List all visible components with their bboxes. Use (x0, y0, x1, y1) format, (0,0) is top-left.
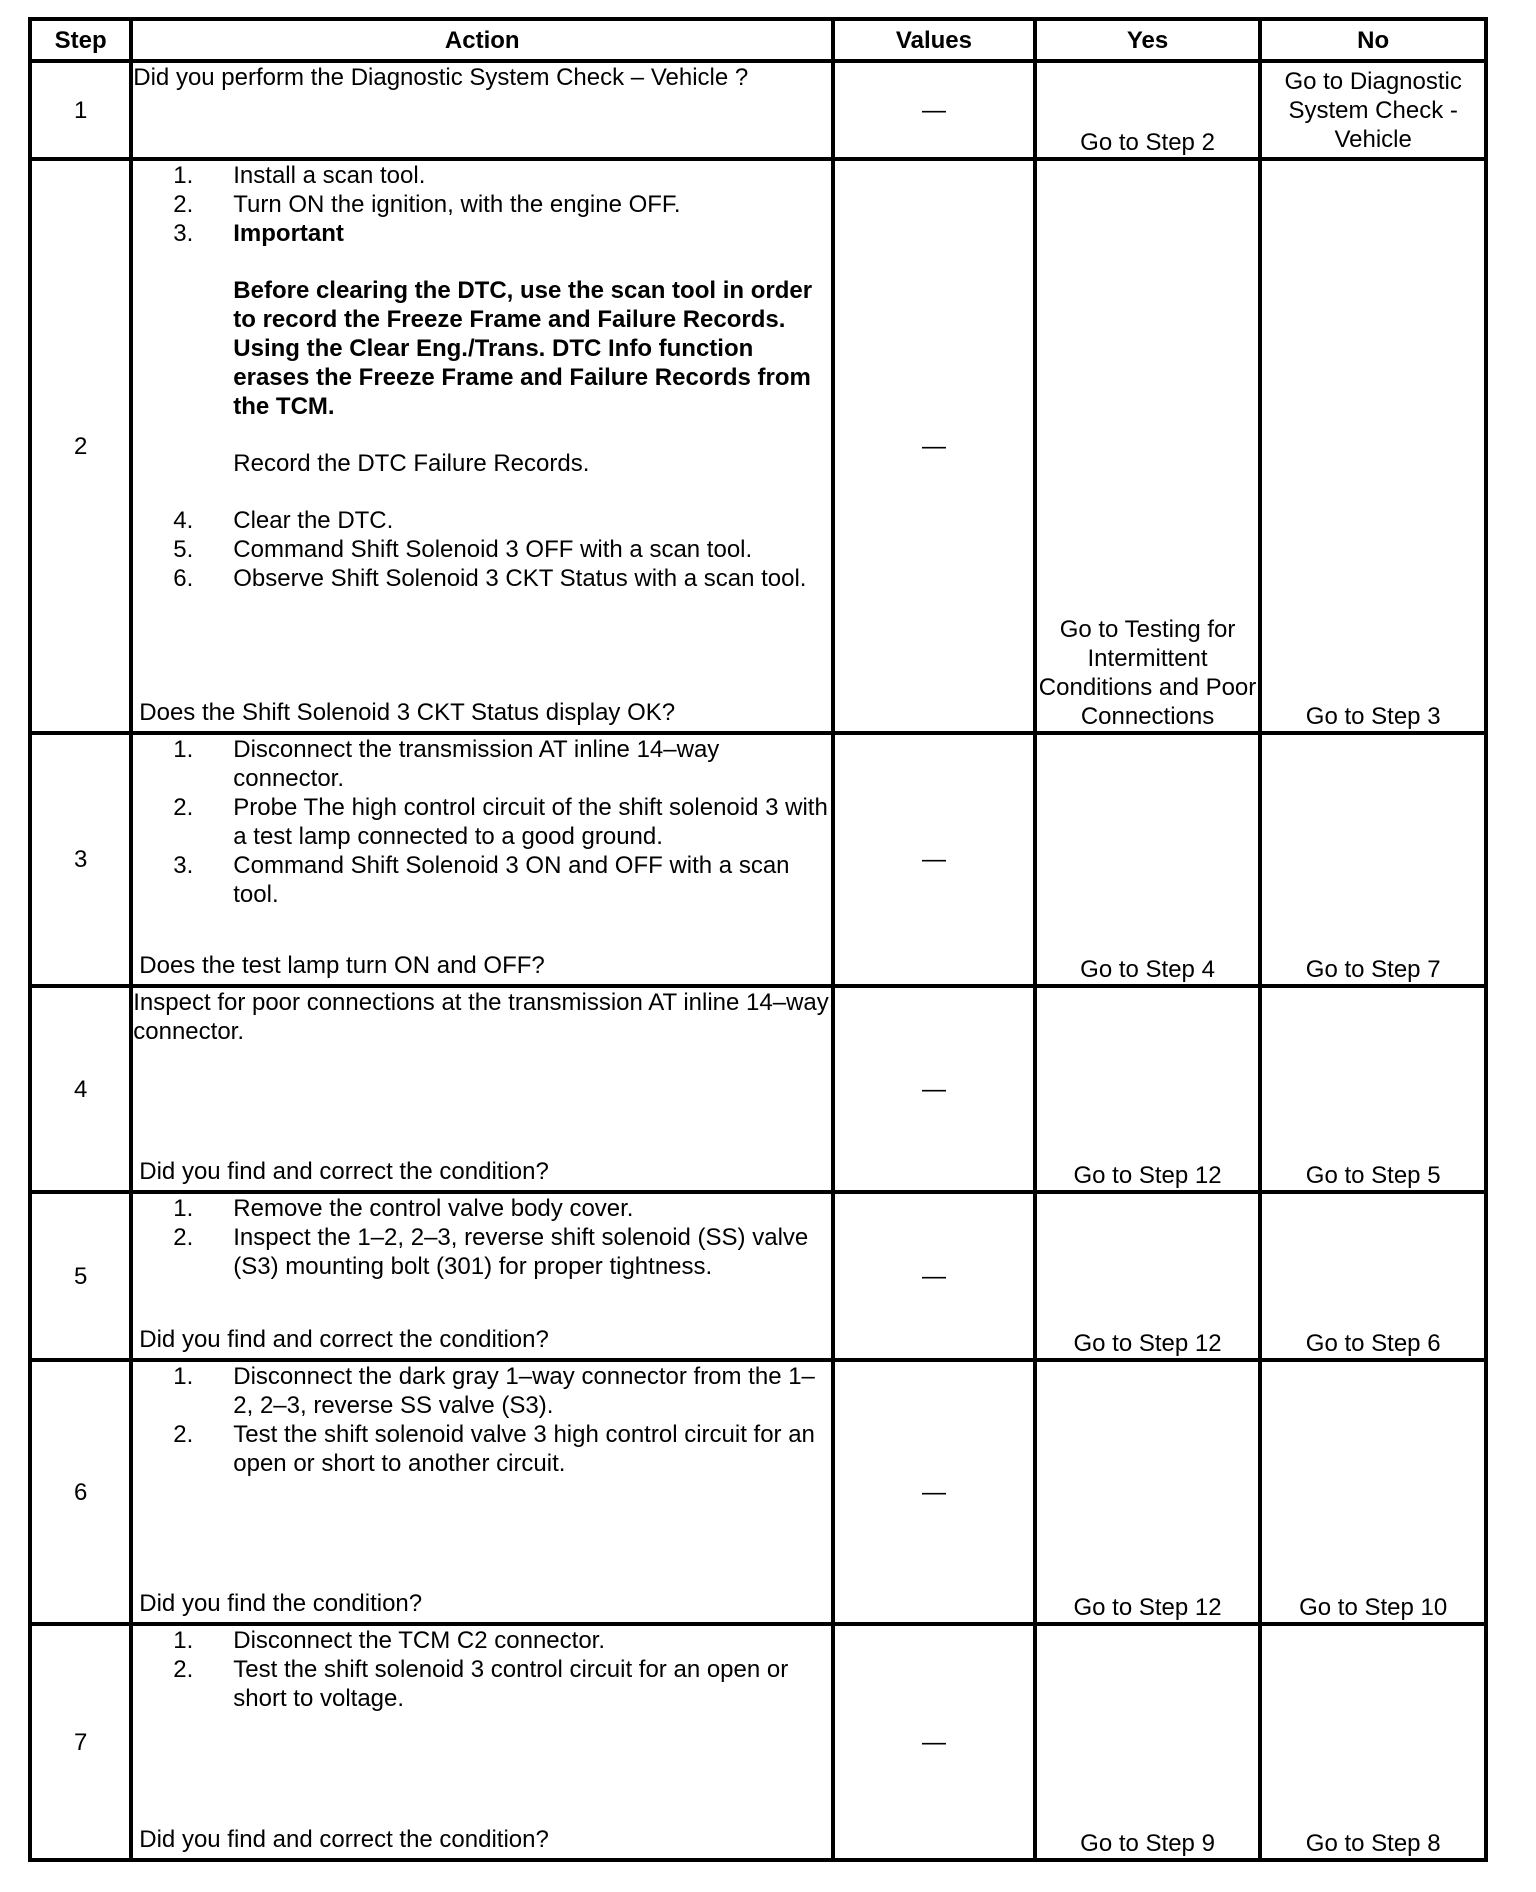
values-cell: — (833, 61, 1035, 159)
action-step: 2. Test the shift solenoid 3 control circuit for an open or short to voltage. (173, 1656, 789, 1712)
action-steps (133, 506, 831, 593)
action-steps (133, 161, 831, 248)
action-question: Does the Shift Solenoid 3 CKT Status display OK? (139, 699, 676, 726)
table-row (30, 159, 1486, 733)
values-cell: — (833, 986, 1035, 1192)
yes-cell: Go to Step 12 (1035, 986, 1261, 1192)
table-row (30, 1192, 1486, 1360)
values-cell: — (833, 1624, 1035, 1860)
action-step: 1. Disconnect the TCM C2 connector. (173, 1627, 605, 1654)
step-number: 7 (30, 1624, 131, 1860)
action-question: Did you find and correct the condition? (139, 1158, 549, 1185)
table-row (30, 733, 1486, 986)
important-label: Important (233, 220, 344, 247)
no-cell: Go to Step 3 (1260, 159, 1486, 733)
action-question: Did you perform the Diagnostic System Check – Vehicle ? (133, 64, 749, 91)
record-instruction: Record the DTC Failure Records. (233, 450, 590, 477)
action-step: 1. Disconnect the transmission AT inline 14–way connector. (173, 736, 720, 792)
no-cell: Go to Step 6 (1260, 1192, 1486, 1360)
step-number: 1 (30, 61, 131, 159)
action-step: 2. Turn ON the ignition, with the engine OFF. (173, 191, 681, 218)
action-cell (131, 733, 833, 986)
action-question: Did you find and correct the condition? (139, 1826, 549, 1853)
action-text: Inspect for poor connections at the transmission AT inline 14–way connector. (133, 989, 829, 1045)
header-yes: Yes (1035, 19, 1261, 61)
values-cell: — (833, 1360, 1035, 1624)
yes-cell: Go to Step 12 (1035, 1192, 1261, 1360)
important-note: Before clearing the DTC, use the scan tool in order to record the Freeze Frame and Failure Records. Using the Clear Eng./Trans. DTC Info function erases the Freeze Frame and Failure Records from the TCM. (233, 277, 813, 420)
header-values: Values (833, 19, 1035, 61)
values-cell: — (833, 1192, 1035, 1360)
action-steps (133, 1194, 831, 1281)
no-cell: Go to Step 5 (1260, 986, 1486, 1192)
step-number: 2 (30, 159, 131, 733)
table-row (30, 1624, 1486, 1860)
action-cell (131, 986, 833, 1192)
action-step: 5. Command Shift Solenoid 3 OFF with a scan tool. (173, 536, 753, 563)
header-action: Action (131, 19, 833, 61)
header-no: No (1260, 19, 1486, 61)
action-step: 1. Disconnect the dark gray 1–way connector from the 1–2, 2–3, reverse SS valve (S3). (173, 1363, 815, 1419)
action-step: 2. Test the shift solenoid valve 3 high control circuit for an open or short to another circuit. (173, 1421, 815, 1477)
values-cell: — (833, 159, 1035, 733)
table-row (30, 61, 1486, 159)
action-step: 2. Probe The high control circuit of the shift solenoid 3 with a test lamp connected to a good ground. (173, 794, 828, 850)
no-cell: Go to Step 7 (1260, 733, 1486, 986)
action-steps (133, 1362, 831, 1478)
action-step: 3. Command Shift Solenoid 3 ON and OFF with a scan tool. (173, 852, 790, 908)
step-number: 4 (30, 986, 131, 1192)
no-cell: Go to Diagnostic System Check - Vehicle (1260, 61, 1486, 159)
header-step: Step (30, 19, 131, 61)
step-number: 5 (30, 1192, 131, 1360)
action-question: Did you find the condition? (139, 1590, 423, 1617)
action-step: 1. Remove the control valve body cover. (173, 1195, 634, 1222)
action-step: 3. Important (133, 219, 831, 248)
action-step: 2. Inspect the 1–2, 2–3, reverse shift solenoid (SS) valve (S3) mounting bolt (301) for proper tightness. (173, 1224, 809, 1280)
action-steps (133, 1626, 831, 1713)
action-steps (133, 735, 831, 909)
action-cell (131, 61, 833, 159)
step-number: 3 (30, 733, 131, 986)
no-cell: Go to Step 8 (1260, 1624, 1486, 1860)
action-step: 6. Observe Shift Solenoid 3 CKT Status with a scan tool. (173, 565, 807, 592)
step-number: 6 (30, 1360, 131, 1624)
action-question: Does the test lamp turn ON and OFF? (139, 952, 545, 979)
action-step: 4. Clear the DTC. (173, 507, 394, 534)
table-row (30, 1360, 1486, 1624)
yes-cell: Go to Testing for Intermittent Conditions and Poor Connections (1035, 159, 1261, 733)
action-step: 1. Install a scan tool. (173, 162, 426, 189)
action-cell (131, 1360, 833, 1624)
diagnostic-table (28, 17, 1488, 1862)
header-row (30, 19, 1486, 61)
yes-cell: Go to Step 4 (1035, 733, 1261, 986)
yes-cell: Go to Step 12 (1035, 1360, 1261, 1624)
action-cell (131, 1192, 833, 1360)
yes-cell: Go to Step 2 (1035, 61, 1261, 159)
action-cell (131, 159, 833, 733)
action-cell (131, 1624, 833, 1860)
action-question: Did you find and correct the condition? (139, 1326, 549, 1353)
yes-cell: Go to Step 9 (1035, 1624, 1261, 1860)
values-cell: — (833, 733, 1035, 986)
table-row (30, 986, 1486, 1192)
no-cell: Go to Step 10 (1260, 1360, 1486, 1624)
